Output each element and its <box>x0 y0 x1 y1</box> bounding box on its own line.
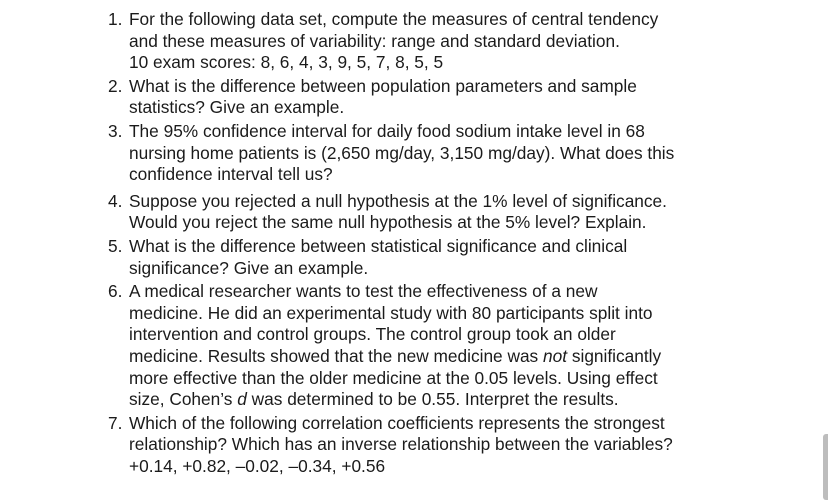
question-text-line: confidence interval tell us? <box>129 164 333 185</box>
question-text-line: The 95% confidence interval for daily food sodium intake level in 68 <box>129 120 645 141</box>
question-text-line: A medical researcher wants to test the effectiveness of a new <box>129 281 598 302</box>
question-number: 5. <box>108 235 123 256</box>
question-text-line: For the following data set, compute the measures of central tendency <box>129 9 659 29</box>
question-text-line: Would you reject the same null hypothesis at the 5% level? Explain. <box>129 212 647 233</box>
question-text-line <box>129 346 798 368</box>
question-number: 3. <box>108 120 123 141</box>
emphasis-not: not <box>543 345 568 366</box>
question-text-line: medicine. He did an experimental study with 80 participants split into <box>129 302 653 323</box>
question-number: 7. <box>108 412 123 433</box>
question-7 <box>108 413 798 478</box>
question-text-line: significance? Give an example. <box>129 257 369 278</box>
question-text-line: Suppose you rejected a null hypothesis at the 1% level of significance. <box>129 190 667 211</box>
question-3 <box>108 121 798 186</box>
question-number: 6. <box>108 281 123 302</box>
text-run: size, Cohen’s <box>129 389 238 410</box>
question-6 <box>108 281 798 411</box>
question-text-line: +0.14, +0.82, –0.02, –0.34, +0.56 <box>129 455 386 476</box>
question-4 <box>108 191 798 234</box>
scrollbar-thumb[interactable] <box>823 434 828 500</box>
question-number: 2. <box>108 75 123 96</box>
question-list <box>108 9 798 477</box>
question-text-line: What is the difference between statistical significance and clinical <box>129 235 628 256</box>
text-run: medicine. Results showed that the new medicine was <box>129 345 543 366</box>
question-number: 4. <box>108 190 123 211</box>
question-text-line: more effective than the older medicine at the 0.05 levels. Using effect <box>129 367 658 388</box>
question-1 <box>108 9 798 74</box>
emphasis-d: d <box>237 389 247 410</box>
question-text-line: statistics? Give an example. <box>129 97 345 118</box>
text-run: significantly <box>567 345 662 366</box>
question-text-line: nursing home patients is (2,650 mg/day, 3,150 mg/day). What does this <box>129 142 675 163</box>
question-text-line: relationship? Which has an inverse relationship between the variables? <box>129 434 673 455</box>
question-text-line: What is the difference between population parameters and sample <box>129 75 637 96</box>
question-number: 1. <box>108 9 123 29</box>
question-text-line: intervention and control groups. The control group took an older <box>129 324 616 345</box>
question-5 <box>108 236 798 279</box>
question-text-line: and these measures of variability: range and standard deviation. <box>129 30 620 51</box>
text-run: was determined to be 0.55. Interpret the results. <box>246 389 619 410</box>
question-2 <box>108 76 798 119</box>
question-text-line <box>129 389 798 411</box>
question-text-line: Which of the following correlation coefficients represents the strongest <box>129 412 665 433</box>
question-text-line: 10 exam scores: 8, 6, 4, 3, 9, 5, 7, 8, 5, 5 <box>129 52 444 73</box>
